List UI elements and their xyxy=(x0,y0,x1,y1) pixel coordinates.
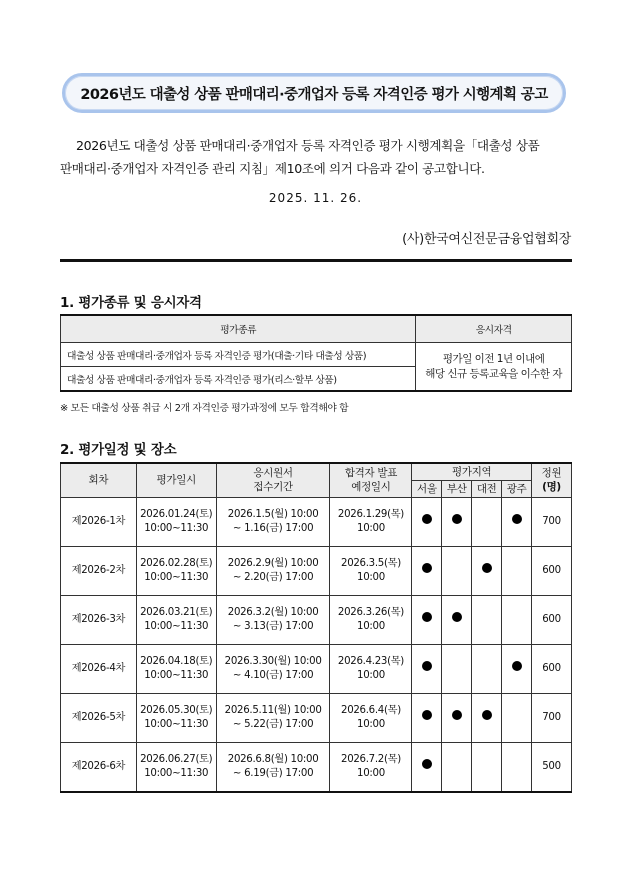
filled-circle-icon xyxy=(482,563,492,573)
header-gwangju: 광주 xyxy=(502,480,532,497)
capacity-cell-line-1: 600 xyxy=(542,564,561,576)
capacity-cell-line-1: 600 xyxy=(542,662,561,674)
region-daejeon-cell xyxy=(472,644,502,693)
region-seoul-cell xyxy=(412,742,442,792)
result-date-cell xyxy=(330,595,412,644)
filled-circle-icon xyxy=(422,661,432,671)
header-application-line-2: 접수기간 xyxy=(253,481,293,494)
result-date-cell xyxy=(330,693,412,742)
application-period-cell-line-1: 2026.6.8(월) 10:00 xyxy=(227,753,319,765)
result-date-cell-line-1: 2026.6.4(목) xyxy=(341,704,401,716)
exam-type-1: 대출성 상품 판매대리·중개업자 등록 자격인증 평가(대출·기타 대출성 상품) xyxy=(61,343,416,367)
exam-date-cell-line-2: 10:00~11:30 xyxy=(144,767,209,779)
region-gwangju-cell xyxy=(502,742,532,792)
exam-date-cell xyxy=(136,644,216,693)
round-cell xyxy=(61,497,137,546)
issuer: (사)한국여신전문금융업협회장 xyxy=(402,232,571,247)
capacity-cell xyxy=(532,693,572,742)
col-type-header: 평가종류 xyxy=(61,315,416,343)
round-cell xyxy=(61,595,137,644)
result-date-cell-line-2: 10:00 xyxy=(357,571,385,583)
exam-date-cell-line-2: 10:00~11:30 xyxy=(144,522,209,534)
filled-circle-icon xyxy=(482,710,492,720)
filled-circle-icon xyxy=(422,612,432,622)
region-gwangju-cell xyxy=(502,644,532,693)
result-date-cell xyxy=(330,742,412,792)
header-region: 평가지역 xyxy=(412,463,532,480)
application-period-cell xyxy=(216,644,330,693)
capacity-cell-line-1: 700 xyxy=(542,515,561,527)
application-period-cell xyxy=(216,595,330,644)
round-cell-line-1: 제2026-3차 xyxy=(71,613,126,625)
application-period-cell-line-1: 2026.3.2(월) 10:00 xyxy=(227,606,319,618)
application-period-cell xyxy=(216,693,330,742)
region-daejeon-cell xyxy=(472,497,502,546)
application-period-cell-line-2: ~ 3.13(금) 17:00 xyxy=(232,620,314,632)
result-date-cell-line-1: 2026.7.2(목) xyxy=(341,753,401,765)
capacity-cell xyxy=(532,546,572,595)
announcement-date: 2025. 11. 26. xyxy=(268,191,363,205)
exam-date-cell xyxy=(136,595,216,644)
region-busan-cell xyxy=(442,693,472,742)
region-seoul-cell xyxy=(412,693,442,742)
exam-date-cell-line-1: 2026.06.27(토) xyxy=(140,753,213,765)
intro-line-1: 2026년도 대출성 상품 판매대리·중개업자 등록 자격인증 평가 시행계획을「대출성 상품 xyxy=(76,138,540,153)
schedule-table xyxy=(60,462,572,793)
divider xyxy=(60,259,572,262)
filled-circle-icon xyxy=(422,710,432,720)
title-banner xyxy=(62,73,566,113)
header-application xyxy=(216,463,330,497)
exam-date-cell-line-1: 2026.05.30(토) xyxy=(140,704,213,716)
page-title: 2026년도 대출성 상품 판매대리·중개업자 등록 자격인증 평가 시행계획 공고 xyxy=(80,86,548,103)
schedule-row xyxy=(61,497,572,546)
round-cell-line-1: 제2026-5차 xyxy=(71,711,126,723)
section-1-heading: 1. 평가종류 및 응시자격 xyxy=(60,295,202,311)
header-result xyxy=(330,463,412,497)
schedule-row xyxy=(61,595,572,644)
section-2-heading: 2. 평가일정 및 장소 xyxy=(60,442,177,458)
region-daejeon-cell xyxy=(472,742,502,792)
capacity-cell xyxy=(532,497,572,546)
filled-circle-icon xyxy=(452,514,462,524)
filled-circle-icon xyxy=(422,563,432,573)
region-gwangju-cell xyxy=(502,693,532,742)
exam-date-cell-line-1: 2026.01.24(토) xyxy=(140,508,213,520)
intro-line-2: 판매대리·중개업자 자격인증 관리 지침」제10조에 의거 다음과 같이 공고합니다. xyxy=(60,161,485,176)
region-seoul-cell xyxy=(412,595,442,644)
application-period-cell-line-2: ~ 5.22(금) 17:00 xyxy=(232,718,314,730)
header-result-line-1: 합격자 발표 xyxy=(344,467,398,480)
filled-circle-icon xyxy=(422,759,432,769)
application-period-cell xyxy=(216,742,330,792)
region-daejeon-cell xyxy=(472,546,502,595)
application-period-cell xyxy=(216,497,330,546)
result-date-cell xyxy=(330,546,412,595)
schedule-row xyxy=(61,644,572,693)
round-cell-line-1: 제2026-1차 xyxy=(71,515,126,527)
region-gwangju-cell xyxy=(502,595,532,644)
application-period-cell-line-2: ~ 4.10(금) 17:00 xyxy=(232,669,314,681)
header-capacity-line-2: (명) xyxy=(542,481,561,494)
qualification-cell xyxy=(416,343,572,392)
result-date-cell-line-2: 10:00 xyxy=(357,620,385,632)
filled-circle-icon xyxy=(452,710,462,720)
exam-date-cell xyxy=(136,742,216,792)
result-date-cell xyxy=(330,644,412,693)
header-capacity-line-1: 정원 xyxy=(541,467,562,480)
result-date-cell-line-2: 10:00 xyxy=(357,767,385,779)
application-period-cell-line-2: ~ 6.19(금) 17:00 xyxy=(232,767,314,779)
header-application-line-1: 응시원서 xyxy=(253,467,293,480)
application-period-cell-line-1: 2026.3.30(월) 10:00 xyxy=(224,655,322,667)
header-daejeon: 대전 xyxy=(472,480,502,497)
capacity-cell xyxy=(532,595,572,644)
region-seoul-cell xyxy=(412,546,442,595)
region-busan-cell xyxy=(442,595,472,644)
filled-circle-icon xyxy=(422,514,432,524)
region-seoul-cell xyxy=(412,644,442,693)
round-cell xyxy=(61,742,137,792)
header-busan: 부산 xyxy=(442,480,472,497)
region-busan-cell xyxy=(442,546,472,595)
result-date-cell-line-2: 10:00 xyxy=(357,669,385,681)
exam-date-cell-line-2: 10:00~11:30 xyxy=(144,620,209,632)
capacity-cell-line-1: 600 xyxy=(542,613,561,625)
header-round: 회차 xyxy=(61,463,137,497)
schedule-row xyxy=(61,742,572,792)
filled-circle-icon xyxy=(452,612,462,622)
round-cell xyxy=(61,644,137,693)
schedule-row xyxy=(61,693,572,742)
result-date-cell-line-2: 10:00 xyxy=(357,522,385,534)
application-period-cell-line-1: 2026.1.5(월) 10:00 xyxy=(227,508,319,520)
region-busan-cell xyxy=(442,742,472,792)
round-cell-line-1: 제2026-6차 xyxy=(71,760,126,772)
application-period-cell-line-1: 2026.5.11(월) 10:00 xyxy=(224,704,322,716)
qualification-line-2: 해당 신규 등록교육을 이수한 자 xyxy=(425,367,562,380)
header-exam-date: 평가일시 xyxy=(136,463,216,497)
exam-date-cell-line-1: 2026.02.28(토) xyxy=(140,557,213,569)
application-period-cell-line-1: 2026.2.9(월) 10:00 xyxy=(227,557,319,569)
exam-date-cell-line-1: 2026.04.18(토) xyxy=(140,655,213,667)
region-gwangju-cell xyxy=(502,546,532,595)
exam-date-cell xyxy=(136,693,216,742)
region-gwangju-cell xyxy=(502,497,532,546)
result-date-cell-line-1: 2026.4.23(목) xyxy=(337,655,404,667)
header-result-line-2: 예정일시 xyxy=(351,481,391,494)
region-daejeon-cell xyxy=(472,595,502,644)
exam-date-cell-line-2: 10:00~11:30 xyxy=(144,718,209,730)
exam-date-cell-line-1: 2026.03.21(토) xyxy=(140,606,213,618)
schedule-row xyxy=(61,546,572,595)
capacity-cell xyxy=(532,644,572,693)
application-period-cell-line-2: ~ 1.16(금) 17:00 xyxy=(232,522,314,534)
region-busan-cell xyxy=(442,497,472,546)
region-seoul-cell xyxy=(412,497,442,546)
result-date-cell-line-1: 2026.1.29(목) xyxy=(337,508,404,520)
round-cell xyxy=(61,546,137,595)
region-busan-cell xyxy=(442,644,472,693)
exam-date-cell-line-2: 10:00~11:30 xyxy=(144,669,209,681)
intro-paragraph xyxy=(60,134,572,180)
capacity-cell xyxy=(532,742,572,792)
result-date-cell-line-2: 10:00 xyxy=(357,718,385,730)
round-cell-line-1: 제2026-4차 xyxy=(71,662,126,674)
application-period-cell xyxy=(216,546,330,595)
application-period-cell-line-2: ~ 2.20(금) 17:00 xyxy=(232,571,314,583)
exam-date-cell xyxy=(136,497,216,546)
header-capacity xyxy=(532,463,572,497)
capacity-cell-line-1: 700 xyxy=(542,711,561,723)
result-date-cell xyxy=(330,497,412,546)
col-qual-header: 응시자격 xyxy=(416,315,572,343)
round-cell xyxy=(61,693,137,742)
section-1-note: ※ 모든 대출성 상품 취급 시 2개 자격인증 평가과정에 모두 합격해야 함 xyxy=(60,403,349,414)
round-cell-line-1: 제2026-2차 xyxy=(71,564,126,576)
result-date-cell-line-1: 2026.3.5(목) xyxy=(341,557,401,569)
result-date-cell-line-1: 2026.3.26(목) xyxy=(337,606,404,618)
qualification-line-1: 평가일 이전 1년 이내에 xyxy=(442,352,545,365)
exam-date-cell xyxy=(136,546,216,595)
region-daejeon-cell xyxy=(472,693,502,742)
exam-type-2: 대출성 상품 판매대리·중개업자 등록 자격인증 평가(리스·할부 상품) xyxy=(61,367,416,392)
header-seoul: 서울 xyxy=(412,480,442,497)
qualification-table xyxy=(60,314,572,392)
filled-circle-icon xyxy=(512,661,522,671)
exam-date-cell-line-2: 10:00~11:30 xyxy=(144,571,209,583)
capacity-cell-line-1: 500 xyxy=(542,760,561,772)
filled-circle-icon xyxy=(512,514,522,524)
